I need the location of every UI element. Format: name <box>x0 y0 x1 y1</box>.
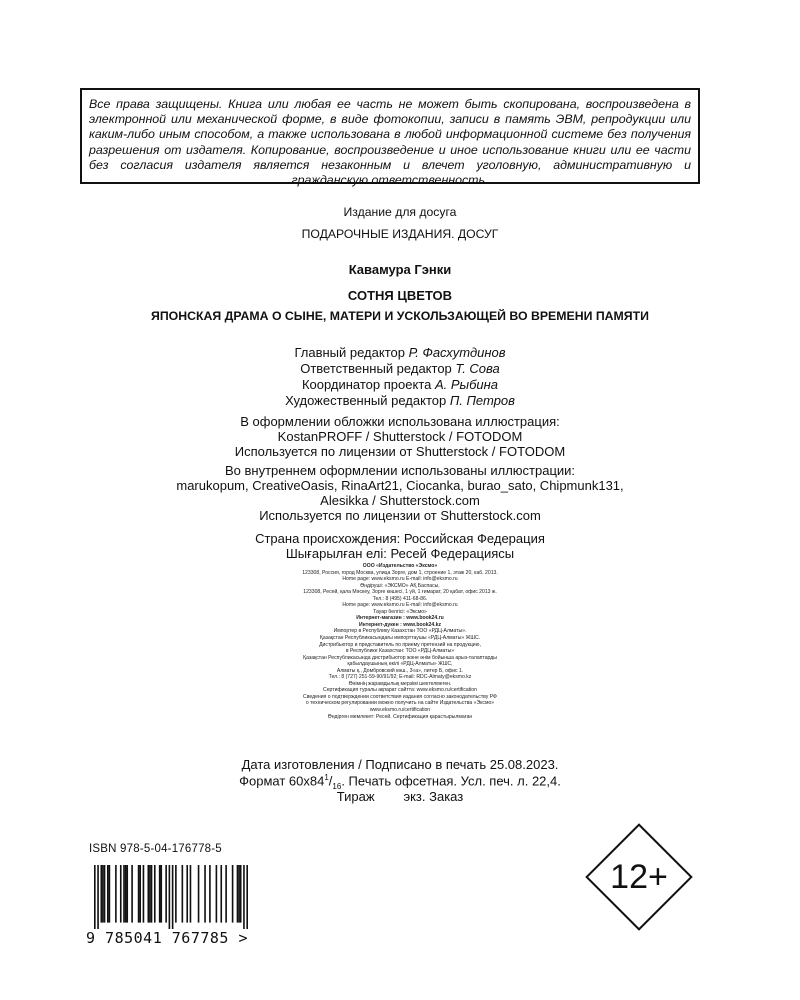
imprint-line: Тауар белгісі: «Эксмо» <box>373 608 427 615</box>
barcode-bar <box>190 865 192 923</box>
barcode-bar <box>109 865 111 923</box>
barcode-bar <box>240 865 242 923</box>
barcode-bar <box>186 865 188 923</box>
imprint-line: Интернет-дүкен : www.book24.kz <box>358 621 441 628</box>
print-format: Формат $60x84^1/_{16}$. Печать офсетная. Усл. печ. л. 22,4. <box>239 773 561 791</box>
barcode-icon <box>94 865 248 929</box>
imprint-line: Сведения о подтверждении соответствия издания согласно законодательству РФ <box>303 693 497 700</box>
imprint-line: Алматы қ., Домбровский көш., 3«а», литер Б, офис 1. <box>336 667 464 674</box>
barcode-bar <box>123 865 125 923</box>
inner-illustration-license: Используется по лицензии от Shutterstock.com <box>259 508 541 523</box>
origin-country-kz: Шығарылған елі: Ресей Федерациясы <box>285 546 515 561</box>
credit-role: Художественный редактор <box>285 393 447 408</box>
format-suffix: . Печать офсетная. Усл. печ. л. 22,4. <box>341 773 561 789</box>
isbn-text: ISBN 978-5-04-176778-5 <box>89 843 222 855</box>
barcode-bar <box>165 865 167 923</box>
barcode-bar <box>97 865 99 929</box>
barcode-bar <box>160 865 162 923</box>
format-fraction-numerator: 1 <box>324 773 329 782</box>
imprint-line: Импортер в Республику Казахстан ТОО «РДЦ-Алматы». <box>333 628 467 635</box>
credit-person: Т. Сова <box>455 361 500 376</box>
credit-person: П. Петров <box>449 393 515 408</box>
imprint-line: қабылдаушының өкілі «РДЦ-Алматы» ЖШС, <box>347 661 453 668</box>
imprint-line: в Республике Казахстан: ТОО «РДЦ-Алматы» <box>345 648 455 655</box>
barcode-bar <box>100 865 102 923</box>
barcode-bar <box>175 865 177 923</box>
barcode-bar <box>126 865 128 923</box>
barcode-bar <box>94 865 96 929</box>
barcode-bar <box>102 865 104 923</box>
inner-illustration-line: Во внутреннем оформлении использованы иллюстрации: <box>224 463 576 478</box>
format-prefix: Формат 60x84 <box>239 773 325 789</box>
imprint-line: Сертификация туралы ақпарат сайтта: www.eksmo.ru/certification <box>323 687 477 694</box>
barcode-bar <box>204 865 206 923</box>
barcode-bar <box>138 865 140 923</box>
imprint-line: www.eksmo.ru/certification <box>369 707 431 714</box>
barcode-bar <box>172 865 174 929</box>
rights-notice: Все права защищены. Книга или любая ее часть не может быть скопирована, воспроизведена в электронной или механической форме, в виде фотокопии, записи в память ЭВМ, репродукции или каким-либо иным способом, а также использована в любой информационной системе без получения разрешения от издателя. Копирование, воспроизведение и иное использование книги или ее части без согласия издателя является незаконным и влечет уголовную, административную и гражданскую ответственность. <box>80 88 700 184</box>
barcode-bar <box>139 865 141 923</box>
barcode-bar <box>125 865 127 923</box>
barcode-bar <box>149 865 151 923</box>
inner-illustration-credits: Alesikka / Shutterstock.com <box>320 493 480 508</box>
barcode-bar <box>143 865 145 923</box>
barcode-bar <box>151 865 153 923</box>
imprint-line: Қазақстан Республикасында дистрибьютор және өнім бойынша арыз-талаптарды <box>303 654 497 661</box>
credit-line <box>0 361 800 376</box>
cover-illustration-credit: KostanPROFF / Shutterstock / FOTODOM <box>277 429 523 444</box>
circulation-label: Тираж <box>336 789 375 804</box>
imprint-line: Өндірген мемлекет: Ресей. Сертификация қарастырылмаған <box>327 713 473 720</box>
barcode-bar <box>169 865 171 929</box>
age-rating-text: 12+ <box>610 858 668 896</box>
barcode-bar <box>159 865 161 923</box>
imprint-line: о техническом регулировании можно получить на сайте Издательства «Эксмо» <box>305 700 495 707</box>
credit-role: Координатор проекта <box>301 377 432 392</box>
barcode-bar <box>220 865 222 923</box>
barcode-bar <box>154 865 156 923</box>
format-fraction-denominator: 16 <box>332 781 342 791</box>
barcode-bar <box>237 865 239 923</box>
age-rating-badge <box>584 822 694 932</box>
credit-person: Р. Фасхутдинов <box>408 345 506 360</box>
imprint-line: 123308, Россия, город Москва, улица Зорге, дом 1, строение 1, этаж 20, каб. 2013. <box>302 569 498 576</box>
barcode-bar <box>198 865 200 923</box>
publisher-imprint <box>200 563 600 720</box>
barcode-bar <box>131 865 133 923</box>
inner-illustration-credits: marukopum, CreativeOasis, RinaArt21, Ciocanka, burao_sato, Chipmunk131, <box>176 478 624 493</box>
barcode-bar <box>104 865 106 923</box>
origin-country: Страна происхождения: Российская Федерация <box>255 531 545 546</box>
barcode-bar <box>225 865 227 923</box>
book-title: СОТНЯ ЦВЕТОВ <box>347 288 453 303</box>
cover-illustration-license: Используется по лицензии от Shutterstock / FOTODOM <box>234 444 566 459</box>
barcode-bar <box>209 865 211 923</box>
barcode-bar <box>147 865 149 923</box>
barcode-bar <box>216 865 218 923</box>
series-name: ПОДАРОЧНЫЕ ИЗДАНИЯ. ДОСУГ <box>301 227 499 241</box>
credit-person: А. Рыбина <box>434 377 499 392</box>
edition-type: Издание для досуга <box>343 205 457 219</box>
credit-role: Главный редактор <box>294 345 405 360</box>
author-name: Кавамура Гэнки <box>348 262 452 277</box>
imprint-line: Дистрибьютор и представитель по приему претензий на продукцию, <box>319 641 481 648</box>
barcode-bar <box>243 865 245 929</box>
imprint-line: Өндіруші: «ЭКСМО» АҚ Баспасы, <box>360 582 440 589</box>
barcode-bar <box>232 865 234 923</box>
circulation-line <box>0 789 800 804</box>
imprint-line: Home page: www.eksmo.ru E-mail: info@eksmo.ru <box>342 602 458 609</box>
barcode-bar <box>238 865 240 923</box>
barcode-bar <box>115 865 117 923</box>
imprint-line: Тел.: 8 (495) 411-68-86. <box>372 595 428 602</box>
order-label: экз. Заказ <box>403 789 464 804</box>
imprint-line: 123308, Ресей, қала Мәскеу, Зорге көшесі, 1 үй, 1 ғимарат, 20 қабат, офис 2013 ж. <box>303 589 497 596</box>
imprint-line: Өнімнің жарамдылық мерзімі шектелмеген. <box>348 680 452 687</box>
print-date: Дата изготовления / Подписано в печать 25.08.2023. <box>241 757 559 772</box>
imprint-line: Интернет-магазин : www.book24.ru <box>356 615 444 622</box>
barcode-block <box>86 843 256 947</box>
imprint-line: Қазақстан Республикасындағы импорттаушы «РДЦ-Алматы» ЖШС. <box>319 635 481 642</box>
barcode-bar <box>120 865 122 923</box>
credit-role: Ответственный редактор <box>300 361 452 376</box>
imprint-line: ООО «Издательство «Эксмо» <box>362 563 438 569</box>
credit-line <box>0 377 800 392</box>
cover-illustration-line: В оформлении обложки использована иллюстрация: <box>240 414 560 429</box>
barcode-bar <box>107 865 109 923</box>
barcode-bar <box>182 865 184 923</box>
imprint-line: Тел.: 8 (727) 251-59-90/91/92; E-mail: RDC-Almaty@eksmo.kz <box>328 674 472 681</box>
credit-line <box>0 393 800 408</box>
imprint-line: Home page: www.eksmo.ru E-mail: info@eksmo.ru <box>342 576 458 583</box>
book-subtitle: ЯПОНСКАЯ ДРАМА О СЫНЕ, МАТЕРИ И УСКОЛЬЗАЮЩЕЙ ВО ВРЕМЕНИ ПАМЯТИ <box>151 309 649 323</box>
barcode-number: 9 785041 767785 > <box>86 929 249 947</box>
barcode-bar <box>246 865 248 929</box>
credit-line <box>0 345 800 360</box>
